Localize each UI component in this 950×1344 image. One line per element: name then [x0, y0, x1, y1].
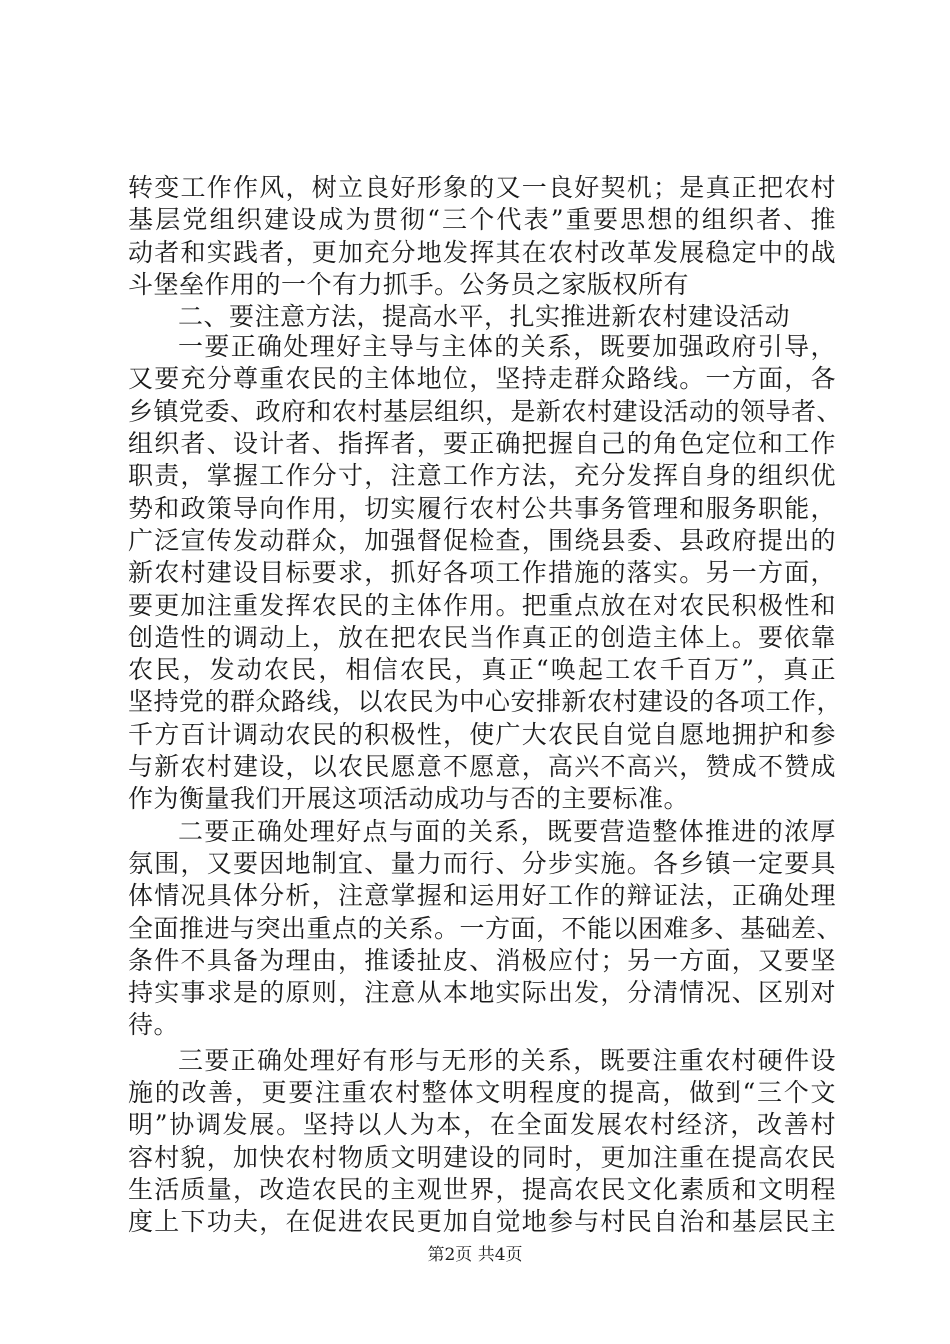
text-line: 动者和实践者，更加充分地发挥其在农村改革发展稳定中的战	[128, 237, 836, 267]
text-line: 明”协调发展。坚持以人为本，在全面发展农村经济，改善村	[128, 1110, 836, 1140]
text-line: 广泛宣传发动群众，加强督促检查，围绕县委、县政府提出的	[128, 525, 836, 555]
paragraph-first-line: 三要正确处理好有形与无形的关系，既要注重农村硬件设	[178, 1045, 836, 1075]
text-line: 千方百计调动农民的积极性，使广大农民自觉自愿地拥护和参	[128, 719, 836, 749]
section-heading: 二、要注意方法，提高水平，扎实推进新农村建设活动	[178, 302, 791, 332]
text-line: 组织者、设计者、指挥者，要正确把握自己的角色定位和工作	[128, 429, 836, 459]
text-line: 容村貌，加快农村物质文明建设的同时，更加注重在提高农民	[128, 1142, 836, 1172]
text-line: 坚持党的群众路线，以农民为中心安排新农村建设的各项工作，	[128, 687, 843, 717]
text-line: 作为衡量我们开展这项活动成功与否的主要标准。	[128, 784, 690, 814]
text-line: 转变工作作风，树立良好形象的又一良好契机；是真正把农村	[128, 173, 836, 202]
text-line: 农民，发动农民，相信农民，真正“唤起工农千百万”，真正	[128, 655, 836, 685]
paragraph-first-line: 二要正确处理好点与面的关系，既要营造整体推进的浓厚	[178, 816, 836, 846]
text-line: 职责，掌握工作分寸，注意工作方法，充分发挥自身的组织优	[128, 461, 836, 491]
text-line: 与新农村建设，以农民愿意不愿意，高兴不高兴，赞成不赞成	[128, 752, 836, 782]
text-line: 度上下功夫，在促进农民更加自觉地参与村民自治和基层民主	[128, 1207, 836, 1237]
text-line: 生活质量，改造农民的主观世界，提高农民文化素质和文明程	[128, 1174, 836, 1204]
text-line: 待。	[128, 1010, 180, 1040]
text-line: 持实事求是的原则，注意从本地实际出发，分清情况、区别对	[128, 978, 836, 1008]
paragraph-first-line: 一要正确处理好主导与主体的关系，既要加强政府引导，	[178, 332, 836, 362]
text-line: 乡镇党委、政府和农村基层组织，是新农村建设活动的领导者、	[128, 396, 843, 426]
document-body	[128, 172, 843, 1239]
text-line: 斗堡垒作用的一个有力抓手。公务员之家版权所有	[128, 269, 690, 299]
text-line: 氛围，又要因地制宜、量力而行、分步实施。各乡镇一定要具	[128, 848, 836, 878]
text-line: 条件不具备为理由，推诿扯皮、消极应付；另一方面，又要坚	[128, 945, 836, 975]
text-line: 施的改善，更要注重农村整体文明程度的提高，做到“三个文	[128, 1078, 836, 1108]
text-line: 又要充分尊重农民的主体地位，坚持走群众路线。一方面，各	[128, 364, 836, 394]
text-line: 要更加注重发挥农民的主体作用。把重点放在对农民积极性和	[128, 590, 836, 620]
text-line: 全面推进与突出重点的关系。一方面，不能以困难多、基础差、	[128, 913, 843, 943]
text-line: 创造性的调动上，放在把农民当作真正的创造主体上。要依靠	[128, 622, 836, 652]
page-footer	[0, 1244, 950, 1266]
text-line: 势和政策导向作用，切实履行农村公共事务管理和服务职能，	[128, 493, 836, 523]
page-number: 第2页 共4页	[427, 1245, 523, 1265]
text-line: 体情况具体分析，注意掌握和运用好工作的辩证法，正确处理	[128, 881, 836, 911]
text-line: 基层党组织建设成为贯彻“三个代表”重要思想的组织者、推	[128, 205, 836, 235]
text-line: 新农村建设目标要求，抓好各项工作措施的落实。另一方面，	[128, 558, 836, 588]
